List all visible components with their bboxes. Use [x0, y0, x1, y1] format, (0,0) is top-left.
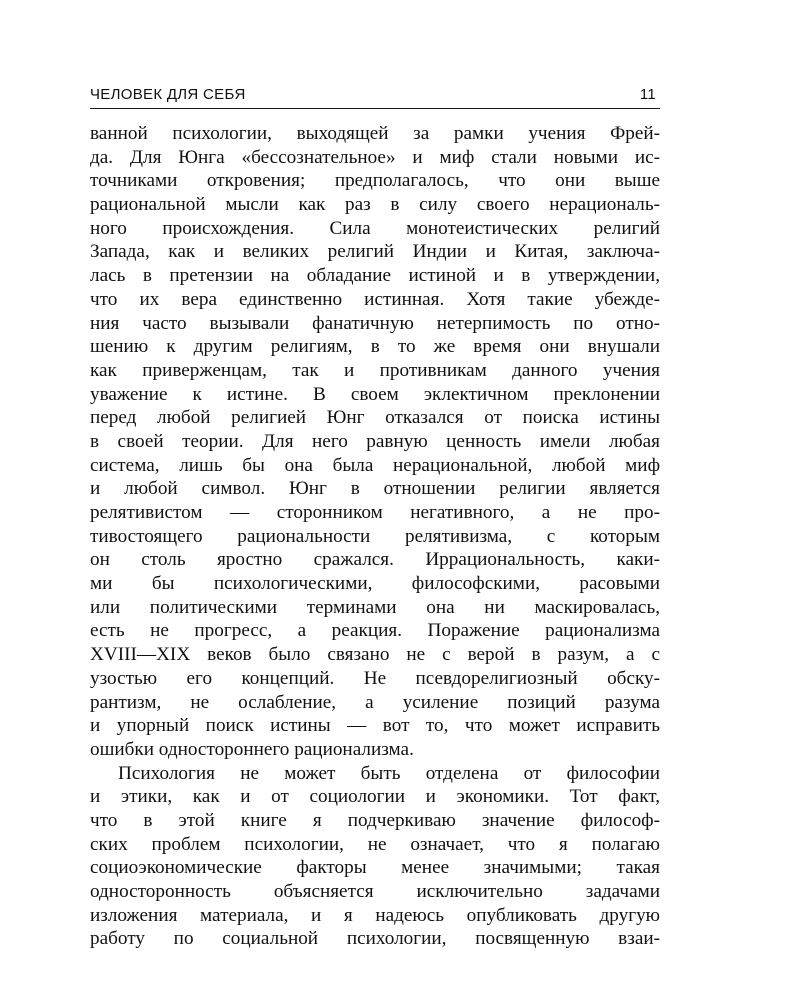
- text-line: узостью его концепций. Не псевдорелигиозный обску-: [90, 667, 660, 689]
- text-line: односторонность объясняется исключительно задачами: [90, 881, 660, 902]
- text-line: система, лишь бы она была нерациональной, любой миф: [90, 454, 660, 476]
- text-line: или политическими терминами она ни маскировалась,: [90, 596, 660, 618]
- text-line: уважение к истине. В своем эклектичном преклонении: [90, 383, 660, 405]
- page-number: 11: [639, 86, 656, 103]
- text-line: и этики, как и от социологии и экономики. Тот факт,: [90, 786, 660, 808]
- text-line: лась в претензии на обладание истиной и в утверждении,: [90, 265, 660, 287]
- paragraph-last-line: ошибки одностороннего рационализма.: [90, 738, 414, 760]
- text-line: да. Для Юнга «бессознательное» и миф стали новыми ис-: [90, 146, 660, 168]
- text-line: что в этой книге я подчеркиваю значение философ-: [90, 809, 660, 831]
- text-line: работу по социальной психологии, посвященную взаи-: [90, 928, 660, 950]
- body-text: [90, 122, 660, 951]
- text-line: он столь яростно сражался. Иррациональность, каки-: [90, 549, 660, 571]
- text-line: как приверженцам, так и противникам данного учения: [90, 359, 660, 381]
- text-line: рациональной мысли как раз в силу своего нерациональ-: [90, 194, 660, 216]
- book-page: [90, 0, 660, 1000]
- text-line: точниками откровения; предполагалось, что они выше: [90, 170, 660, 192]
- text-line: ских проблем психологии, не означает, что я полагаю: [90, 833, 660, 855]
- text-line: что их вера единственно истинная. Хотя такие убежде-: [90, 288, 660, 310]
- running-header: [90, 84, 660, 109]
- text-line: изложения материала, и я надеюсь опубликовать другую: [90, 904, 660, 926]
- text-line: XVIII—XIX веков было связано не с верой в разум, а с: [90, 644, 660, 666]
- text-line: и упорный поиск истины — вот то, что может исправить: [90, 715, 660, 737]
- text-line: релятивистом — сторонником негативного, а не про-: [90, 502, 660, 523]
- text-line: и любой символ. Юнг в отношении религии является: [90, 478, 660, 500]
- text-line: рантизм, не ослабление, а усиление позиций разума: [90, 691, 660, 713]
- text-line: в своей теории. Для него равную ценность имели любая: [90, 430, 660, 452]
- text-line: ванной психологии, выходящей за рамки учения Фрей-: [90, 123, 660, 144]
- text-line: есть не прогресс, а реакция. Поражение рационализма: [90, 620, 660, 642]
- text-line: ного происхождения. Сила монотеистических религий: [90, 217, 660, 239]
- paragraph-first-line: Психология не может быть отделена от философии: [118, 762, 660, 784]
- text-line: перед любой религией Юнг отказался от поиска истины: [90, 407, 660, 429]
- text-line: тивостоящего рациональности релятивизма, с которым: [90, 525, 660, 547]
- text-line: ми бы психологическими, философскими, расовыми: [90, 573, 660, 595]
- text-line: ния часто вызывали фанатичную нетерпимость по отно-: [90, 312, 660, 334]
- text-line: социоэкономические факторы менее значимыми; такая: [90, 857, 660, 879]
- text-line: Запада, как и великих религий Индии и Китая, заключа-: [90, 241, 660, 263]
- text-line: шению к другим религиям, в то же время они внушали: [90, 336, 660, 358]
- running-title: ЧЕЛОВЕК ДЛЯ СЕБЯ: [90, 86, 246, 103]
